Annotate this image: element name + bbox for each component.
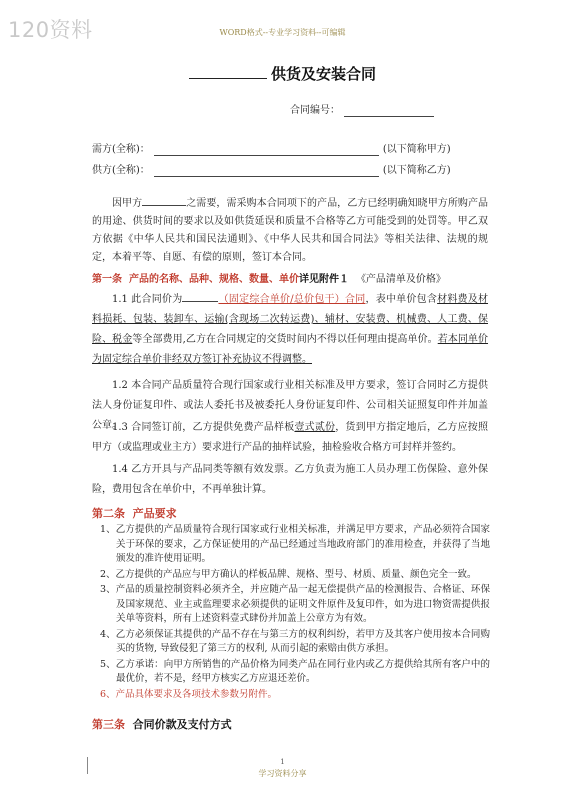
buyer-suffix: (以下简称甲方) (382, 144, 451, 155)
buyer-label: 需方(全称)： (92, 144, 150, 155)
section-1-number: 第一条 (92, 274, 122, 285)
clause-1-1 (92, 290, 488, 370)
clause-1-1-blank (182, 291, 218, 302)
clause-1-1-text-e: 等全部费用,乙方在合同规定的交货时间内不得以任何理由提高单价。 (132, 334, 438, 345)
section-3-number: 第三条 (92, 718, 125, 731)
seller-line (92, 161, 451, 177)
intro-text-a: 因甲方 (112, 198, 143, 209)
clause-1-1-price-type: （固定综合单价/总价包干）合同 (218, 294, 366, 305)
clause-1-1-text-c: ，表中单价包含 (365, 294, 438, 305)
product-requirements-list (100, 523, 490, 703)
clause-1-3-sample-count: 壹式贰份 (294, 422, 336, 433)
buyer-blank (154, 144, 379, 156)
clause-1-3-text-a: 1.3 合同签订前，乙方提供免费产品样板 (112, 422, 295, 433)
page-number: 1 (280, 758, 285, 766)
requirement-item: 4、乙方必须保证其提供的产品不存在与第三方的权利纠纷，若甲方及其客户使用按本合同购买的货物, 导致侵犯了第三方的权利, 从而引起的索赔由供方承担。 (100, 628, 490, 654)
clause-1-1-fixed-price-note: 若本同单价为固定综合单价非经双方签订补充协议不得调整。 (92, 334, 489, 365)
intro-blank (142, 195, 186, 206)
document-title (0, 63, 565, 84)
seller-blank (154, 165, 379, 177)
page-footer: 学习资料分享 (258, 769, 307, 778)
intro-text-b: 之需要，需采购本合同项下的产品，乙方已经明确知晓甲方所购产品的用途、供货时间的要求以及如供货延误和质量不合格等乙方可能受到的处罚等。甲乙双方依据《中华人民共和国民法通则》、《中华人民共和国合同法》等相关法律、法规的规定，本着平等、自愿、有偿的原则，签订本合同。 (92, 198, 489, 263)
section-2-title: 产品要求 (132, 507, 177, 520)
section-1-heading (92, 270, 446, 285)
requirement-item: 1、乙方提供的产品质量符合现行国家或行业相关标准，并满足甲方要求，产品必须符合国家关于环保的要求，乙方保证使用的产品已经通过当地政府部门的准用检查，并获得了当地颁发的准许使用证明。 (100, 524, 490, 564)
page-header: WORD格式--专业学习资料--可编辑 (219, 28, 346, 37)
clause-1-2: 1.2 本合同产品质量符合现行国家或行业相关标准及甲方要求，签订合同时乙方提供法人身份证复印件、或法人委托书及被委托人身份证复印件、公司相关证照复印件并加盖公章。 (92, 380, 488, 431)
requirement-item: 6、产品具体要求及各项技术参数另附件。 (100, 688, 278, 700)
section-1-title: 产品的名称、品种、规格、数量、单价 (128, 274, 299, 285)
watermark: 120资料 (8, 18, 93, 42)
contract-number-label: 合同编号： (290, 105, 340, 116)
intro-paragraph (92, 195, 488, 267)
section-3-title: 合同价款及支付方式 (132, 718, 232, 731)
clause-1-1-cost-items: 材料费及材料损耗、包装、装卸车、运输(含现场二次转运费)、辅材、安装费、机械费、人工费、保险、税金 (92, 294, 489, 345)
seller-label: 供方(全称)： (92, 165, 150, 176)
title-text: 供货及安装合同 (270, 65, 376, 83)
requirement-item: 5、乙方承诺：向甲方所销售的产品价格为同类产品在同行业内或乙方提供给其所有客户中的最优价，若不是，经甲方核实乙方应退还差价。 (100, 658, 490, 684)
requirement-item: 2、乙方提供的产品应与甲方确认的样板品牌、规格、型号、材质、质量、颜色完全一致。 (100, 568, 477, 580)
clause-1-4: 1.4 乙方开具与产品同类等额有效发票。乙方负责为施工人员办理工伤保险、意外保险，费用包含在单价中，不再单独计算。 (92, 464, 488, 495)
section-3-heading (92, 716, 232, 732)
clause-1-3 (92, 418, 488, 458)
requirement-item: 3、产品的质量控制资料必须齐全，并应随产品一起无偿提供产品的检测报告、合格证、环保及国家规范、业主或监理要求必须提供的证明文件原件及复印件，如为进口物资需提供报关单等资料，所有上述资料壹式肆份并加盖上公章方为有效。 (100, 584, 490, 624)
contract-number (290, 101, 434, 117)
section-1-note: 《产品清单及价格》 (355, 274, 446, 285)
section-1-suffix: 详见附件１ (298, 274, 349, 285)
seller-suffix: (以下简称乙方) (382, 165, 451, 176)
section-2-heading (92, 505, 177, 521)
contract-number-blank (344, 105, 434, 117)
buyer-line (92, 140, 451, 156)
clause-1-1-text-a: 1.1 此合同价为 (112, 294, 183, 305)
section-2-number: 第二条 (92, 507, 125, 520)
title-blank (189, 65, 267, 79)
clause-1-3-text-c: ，货到甲方指定地后，乙方应按照甲方（或监理或业主方）要求进行产品的抽样试验，抽检验收合格方可封样并签约。 (92, 422, 488, 453)
